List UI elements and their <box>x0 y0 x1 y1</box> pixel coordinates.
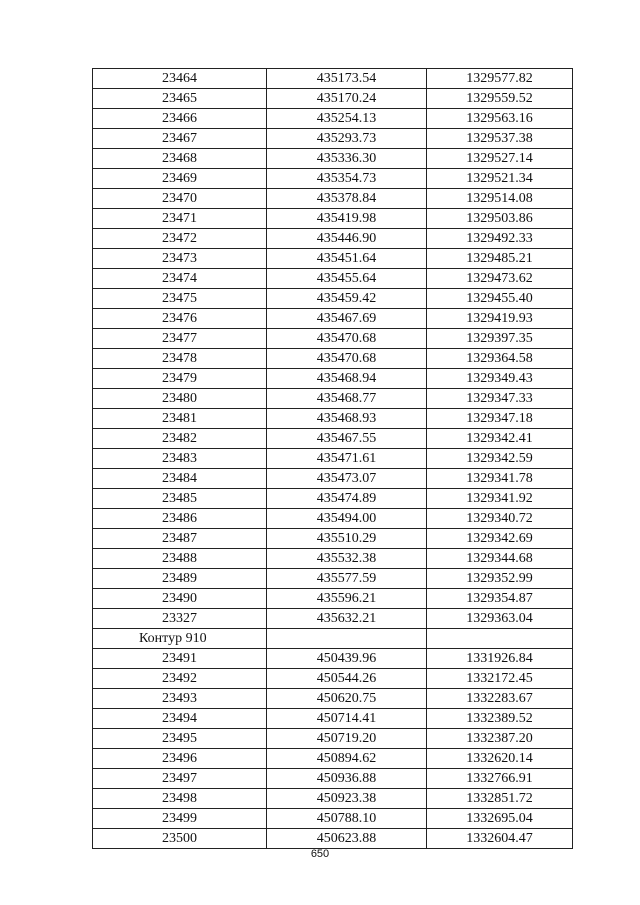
x-coordinate-cell: 435173.54 <box>267 69 427 89</box>
y-coordinate-cell: 1329349.43 <box>427 369 573 389</box>
x-coordinate-cell: 435532.38 <box>267 549 427 569</box>
x-coordinate-cell: 435254.13 <box>267 109 427 129</box>
table-row <box>93 569 573 589</box>
x-coordinate-cell: 435494.00 <box>267 509 427 529</box>
table-row <box>93 649 573 669</box>
table-row <box>93 449 573 469</box>
y-coordinate-cell: 1332620.14 <box>427 749 573 769</box>
x-coordinate-cell: 435354.73 <box>267 169 427 189</box>
table-row <box>93 369 573 389</box>
y-coordinate-cell: 1329354.87 <box>427 589 573 609</box>
table-row <box>93 89 573 109</box>
x-coordinate-cell: 435596.21 <box>267 589 427 609</box>
table-row <box>93 349 573 369</box>
table-row <box>93 749 573 769</box>
x-coordinate-cell: 450894.62 <box>267 749 427 769</box>
y-coordinate-cell: 1332604.47 <box>427 829 573 849</box>
section-label: Контур 910 <box>93 629 267 649</box>
y-coordinate-cell: 1329559.52 <box>427 89 573 109</box>
point-number-cell: 23498 <box>93 789 267 809</box>
x-coordinate-cell: 435455.64 <box>267 269 427 289</box>
x-coordinate-cell: 435474.89 <box>267 489 427 509</box>
table-row <box>93 149 573 169</box>
point-number-cell: 23474 <box>93 269 267 289</box>
x-coordinate-cell: 435468.77 <box>267 389 427 409</box>
x-coordinate-cell: 435293.73 <box>267 129 427 149</box>
table-row <box>93 249 573 269</box>
y-coordinate-cell: 1329363.04 <box>427 609 573 629</box>
table-row <box>93 549 573 569</box>
coordinates-table-body <box>93 69 573 849</box>
table-row <box>93 209 573 229</box>
table-row <box>93 389 573 409</box>
y-coordinate-cell: 1329473.62 <box>427 269 573 289</box>
point-number-cell: 23481 <box>93 409 267 429</box>
y-coordinate-cell: 1329455.40 <box>427 289 573 309</box>
x-coordinate-cell: 435468.93 <box>267 409 427 429</box>
x-coordinate-cell: 435470.68 <box>267 329 427 349</box>
x-coordinate-cell: 450936.88 <box>267 769 427 789</box>
point-number-cell: 23480 <box>93 389 267 409</box>
x-coordinate-cell: 435451.64 <box>267 249 427 269</box>
y-coordinate-cell: 1329503.86 <box>427 209 573 229</box>
y-coordinate-cell: 1329341.92 <box>427 489 573 509</box>
y-coordinate-cell: 1329347.18 <box>427 409 573 429</box>
point-number-cell: 23485 <box>93 489 267 509</box>
point-number-cell: 23487 <box>93 529 267 549</box>
point-number-cell: 23464 <box>93 69 267 89</box>
y-coordinate-cell: 1329527.14 <box>427 149 573 169</box>
x-coordinate-cell: 435632.21 <box>267 609 427 629</box>
y-coordinate-cell: 1329537.38 <box>427 129 573 149</box>
y-coordinate-cell: 1332172.45 <box>427 669 573 689</box>
y-coordinate-cell: 1329352.99 <box>427 569 573 589</box>
table-row <box>93 129 573 149</box>
point-number-cell: 23489 <box>93 569 267 589</box>
x-coordinate-cell: 435470.68 <box>267 349 427 369</box>
y-coordinate-cell: 1332766.91 <box>427 769 573 789</box>
x-coordinate-cell: 435473.07 <box>267 469 427 489</box>
point-number-cell: 23494 <box>93 709 267 729</box>
table-row <box>93 69 573 89</box>
x-coordinate-cell: 435471.61 <box>267 449 427 469</box>
table-row <box>93 529 573 549</box>
x-coordinate-cell: 450714.41 <box>267 709 427 729</box>
point-number-cell: 23469 <box>93 169 267 189</box>
x-coordinate-cell: 435467.55 <box>267 429 427 449</box>
point-number-cell: 23496 <box>93 749 267 769</box>
y-coordinate-cell: 1329521.34 <box>427 169 573 189</box>
x-coordinate-cell: 435468.94 <box>267 369 427 389</box>
x-coordinate-cell: 450620.75 <box>267 689 427 709</box>
point-number-cell: 23495 <box>93 729 267 749</box>
y-coordinate-cell: 1332851.72 <box>427 789 573 809</box>
table-row <box>93 809 573 829</box>
point-number-cell: 23467 <box>93 129 267 149</box>
y-coordinate-cell: 1329344.68 <box>427 549 573 569</box>
table-row <box>93 709 573 729</box>
y-coordinate-cell: 1331926.84 <box>427 649 573 669</box>
table-row <box>93 309 573 329</box>
point-number-cell: 23493 <box>93 689 267 709</box>
page-number: 650 <box>310 848 330 860</box>
point-number-cell: 23475 <box>93 289 267 309</box>
point-number-cell: 23477 <box>93 329 267 349</box>
table-row <box>93 589 573 609</box>
table-row <box>93 269 573 289</box>
x-coordinate-cell: 450923.38 <box>267 789 427 809</box>
table-row <box>93 409 573 429</box>
x-coordinate-cell: 435459.42 <box>267 289 427 309</box>
y-coordinate-cell: 1329342.69 <box>427 529 573 549</box>
coordinates-table <box>92 68 573 849</box>
x-coordinate-cell: 435467.69 <box>267 309 427 329</box>
point-number-cell: 23490 <box>93 589 267 609</box>
point-number-cell: 23476 <box>93 309 267 329</box>
point-number-cell: 23473 <box>93 249 267 269</box>
y-coordinate-cell: 1329364.58 <box>427 349 573 369</box>
point-number-cell: 23471 <box>93 209 267 229</box>
point-number-cell: 23478 <box>93 349 267 369</box>
section-empty-cell-y <box>427 629 573 649</box>
table-row <box>93 509 573 529</box>
y-coordinate-cell: 1329397.35 <box>427 329 573 349</box>
table-row <box>93 109 573 129</box>
x-coordinate-cell: 450719.20 <box>267 729 427 749</box>
table-row <box>93 829 573 849</box>
y-coordinate-cell: 1329342.41 <box>427 429 573 449</box>
point-number-cell: 23466 <box>93 109 267 129</box>
point-number-cell: 23488 <box>93 549 267 569</box>
y-coordinate-cell: 1329514.08 <box>427 189 573 209</box>
section-row <box>93 629 573 649</box>
table-row <box>93 169 573 189</box>
point-number-cell: 23472 <box>93 229 267 249</box>
point-number-cell: 23497 <box>93 769 267 789</box>
y-coordinate-cell: 1329347.33 <box>427 389 573 409</box>
x-coordinate-cell: 435577.59 <box>267 569 427 589</box>
point-number-cell: 23499 <box>93 809 267 829</box>
point-number-cell: 23327 <box>93 609 267 629</box>
x-coordinate-cell: 435419.98 <box>267 209 427 229</box>
table-row <box>93 769 573 789</box>
x-coordinate-cell: 435170.24 <box>267 89 427 109</box>
point-number-cell: 23482 <box>93 429 267 449</box>
table-row <box>93 229 573 249</box>
x-coordinate-cell: 435336.30 <box>267 149 427 169</box>
point-number-cell: 23483 <box>93 449 267 469</box>
point-number-cell: 23468 <box>93 149 267 169</box>
y-coordinate-cell: 1329563.16 <box>427 109 573 129</box>
table-row <box>93 609 573 629</box>
point-number-cell: 23491 <box>93 649 267 669</box>
y-coordinate-cell: 1329340.72 <box>427 509 573 529</box>
point-number-cell: 23470 <box>93 189 267 209</box>
x-coordinate-cell: 450439.96 <box>267 649 427 669</box>
table-row <box>93 329 573 349</box>
x-coordinate-cell: 435510.29 <box>267 529 427 549</box>
y-coordinate-cell: 1329342.59 <box>427 449 573 469</box>
y-coordinate-cell: 1329577.82 <box>427 69 573 89</box>
point-number-cell: 23486 <box>93 509 267 529</box>
table-row <box>93 689 573 709</box>
y-coordinate-cell: 1332283.67 <box>427 689 573 709</box>
y-coordinate-cell: 1329492.33 <box>427 229 573 249</box>
y-coordinate-cell: 1329485.21 <box>427 249 573 269</box>
y-coordinate-cell: 1329341.78 <box>427 469 573 489</box>
table-row <box>93 429 573 449</box>
point-number-cell: 23484 <box>93 469 267 489</box>
table-row <box>93 729 573 749</box>
x-coordinate-cell: 450544.26 <box>267 669 427 689</box>
y-coordinate-cell: 1332387.20 <box>427 729 573 749</box>
point-number-cell: 23479 <box>93 369 267 389</box>
y-coordinate-cell: 1332389.52 <box>427 709 573 729</box>
y-coordinate-cell: 1329419.93 <box>427 309 573 329</box>
y-coordinate-cell: 1332695.04 <box>427 809 573 829</box>
table-row <box>93 669 573 689</box>
x-coordinate-cell: 435446.90 <box>267 229 427 249</box>
table-row <box>93 489 573 509</box>
section-empty-cell-x <box>267 629 427 649</box>
table-row <box>93 789 573 809</box>
table-row <box>93 289 573 309</box>
table-row <box>93 189 573 209</box>
point-number-cell: 23465 <box>93 89 267 109</box>
point-number-cell: 23492 <box>93 669 267 689</box>
point-number-cell: 23500 <box>93 829 267 849</box>
x-coordinate-cell: 435378.84 <box>267 189 427 209</box>
x-coordinate-cell: 450623.88 <box>267 829 427 849</box>
x-coordinate-cell: 450788.10 <box>267 809 427 829</box>
table-row <box>93 469 573 489</box>
